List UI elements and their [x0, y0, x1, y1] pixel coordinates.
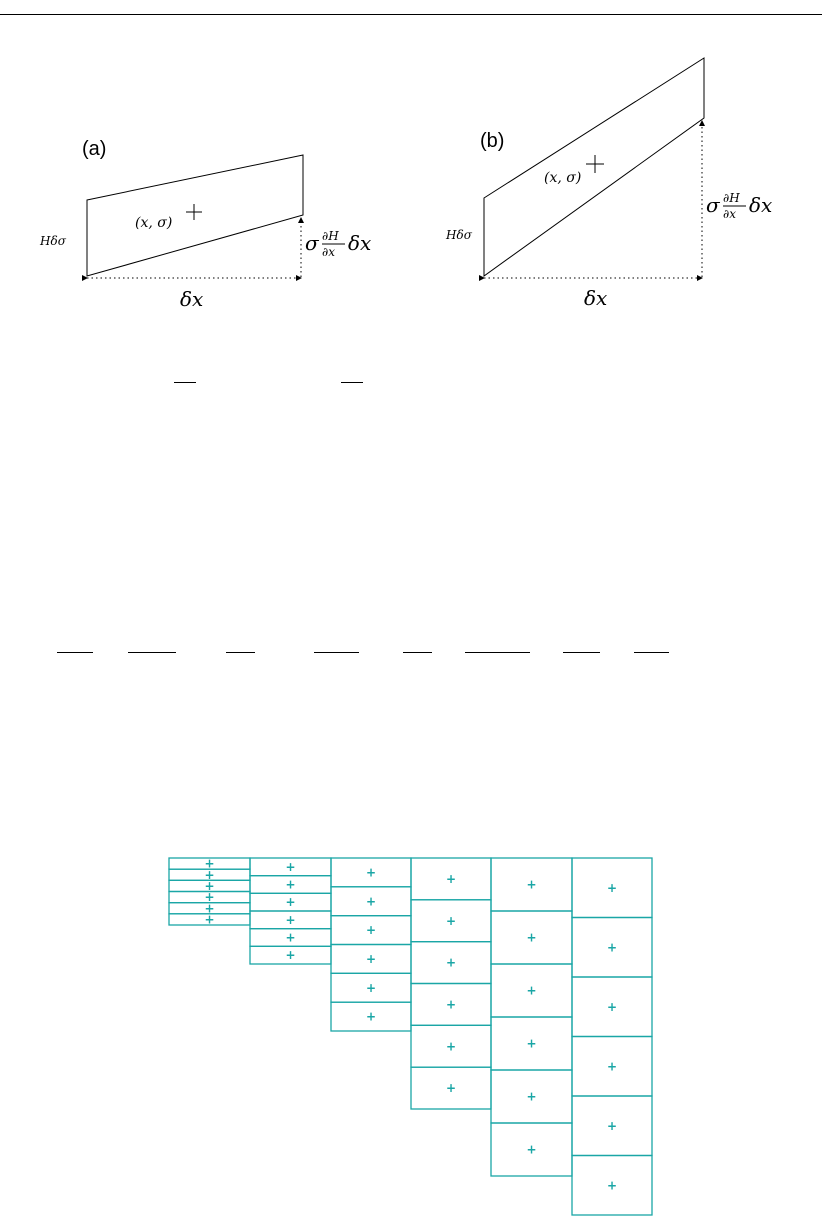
grid-cell-center-marker: +: [204, 890, 215, 905]
grid-cell-center-marker: +: [285, 877, 296, 892]
panel-b-point-label: (x, σ): [544, 170, 582, 186]
grid-cell-center-marker: +: [526, 877, 537, 892]
grid-cell-center-marker: +: [285, 859, 296, 874]
grid-cell-center-marker: +: [606, 999, 618, 1014]
grid-cell-center-marker: +: [526, 930, 537, 945]
grid-column: [331, 858, 411, 1031]
panel-a-width-label: δx: [180, 287, 204, 311]
grid-cell-center-marker: +: [526, 983, 537, 998]
grid-cell-center-marker: +: [445, 871, 457, 886]
grid-cell-center-marker: +: [365, 894, 377, 909]
panel-a-slope-num: ∂H: [322, 229, 339, 243]
grid-column: [491, 858, 572, 1176]
grid-cell-center-marker: +: [204, 912, 215, 927]
grid-cell-center-marker: +: [285, 912, 296, 927]
grid-cell-center-marker: +: [526, 1142, 537, 1157]
grid-cell-center-marker: +: [365, 923, 377, 938]
grid-column: [250, 858, 331, 964]
grid-cell-center-marker: +: [606, 1059, 618, 1074]
panel-a-height-label: Hδσ: [40, 234, 66, 248]
grid-column: [169, 857, 250, 927]
grid-cell-center-marker: +: [606, 880, 618, 895]
panel-a-label: (a): [82, 138, 107, 160]
grid-cell-center-marker: +: [204, 867, 215, 882]
panel-b-label: (b): [480, 130, 505, 152]
panel-b-height-label: Hδσ: [446, 228, 472, 242]
grid-cell-center-marker: +: [606, 940, 618, 955]
panel-b-slope-sigma: σ: [706, 193, 720, 217]
panel-b-slope-num: ∂H: [723, 191, 740, 205]
panel-a-slope-den: ∂x: [322, 245, 335, 259]
panel-b-slope-den: ∂x: [723, 207, 736, 221]
grid-cell-center-marker: +: [445, 1081, 457, 1096]
grid-column: [572, 858, 652, 1215]
grid-cell-center-marker: +: [606, 1118, 618, 1133]
grid-cell-center-marker: +: [445, 913, 457, 928]
panel-a-point-label: (x, σ): [135, 215, 173, 231]
grid-cell-center-marker: +: [606, 1178, 618, 1193]
grid-cell-center-marker: +: [285, 930, 296, 945]
grid-cell-center-marker: +: [204, 901, 215, 916]
panel-a-slope-sigma: σ: [305, 231, 319, 255]
grid-cell-center-marker: +: [365, 1009, 377, 1024]
grid-cell-center-marker: +: [204, 878, 215, 893]
grid-cell-center-marker: +: [445, 1039, 457, 1054]
grid-cell-center-marker: +: [285, 948, 296, 963]
grid-cell-center-marker: +: [365, 865, 377, 880]
grid-cell-center-marker: +: [526, 1036, 537, 1051]
panel-b-slope-tail: δx: [749, 193, 773, 217]
grid-cell-center-marker: +: [365, 980, 377, 995]
panel-b-width-label: δx: [584, 286, 608, 310]
panel-a-slope-tail: δx: [348, 231, 372, 255]
grid-column: [411, 858, 491, 1109]
grid-cell-center-marker: +: [526, 1089, 537, 1104]
grid-cell-center-marker: +: [285, 895, 296, 910]
grid-cell-center-marker: +: [204, 856, 215, 871]
grid-cell-center-marker: +: [365, 951, 377, 966]
grid-cell-center-marker: +: [445, 997, 457, 1012]
grid-cell-center-marker: +: [445, 955, 457, 970]
